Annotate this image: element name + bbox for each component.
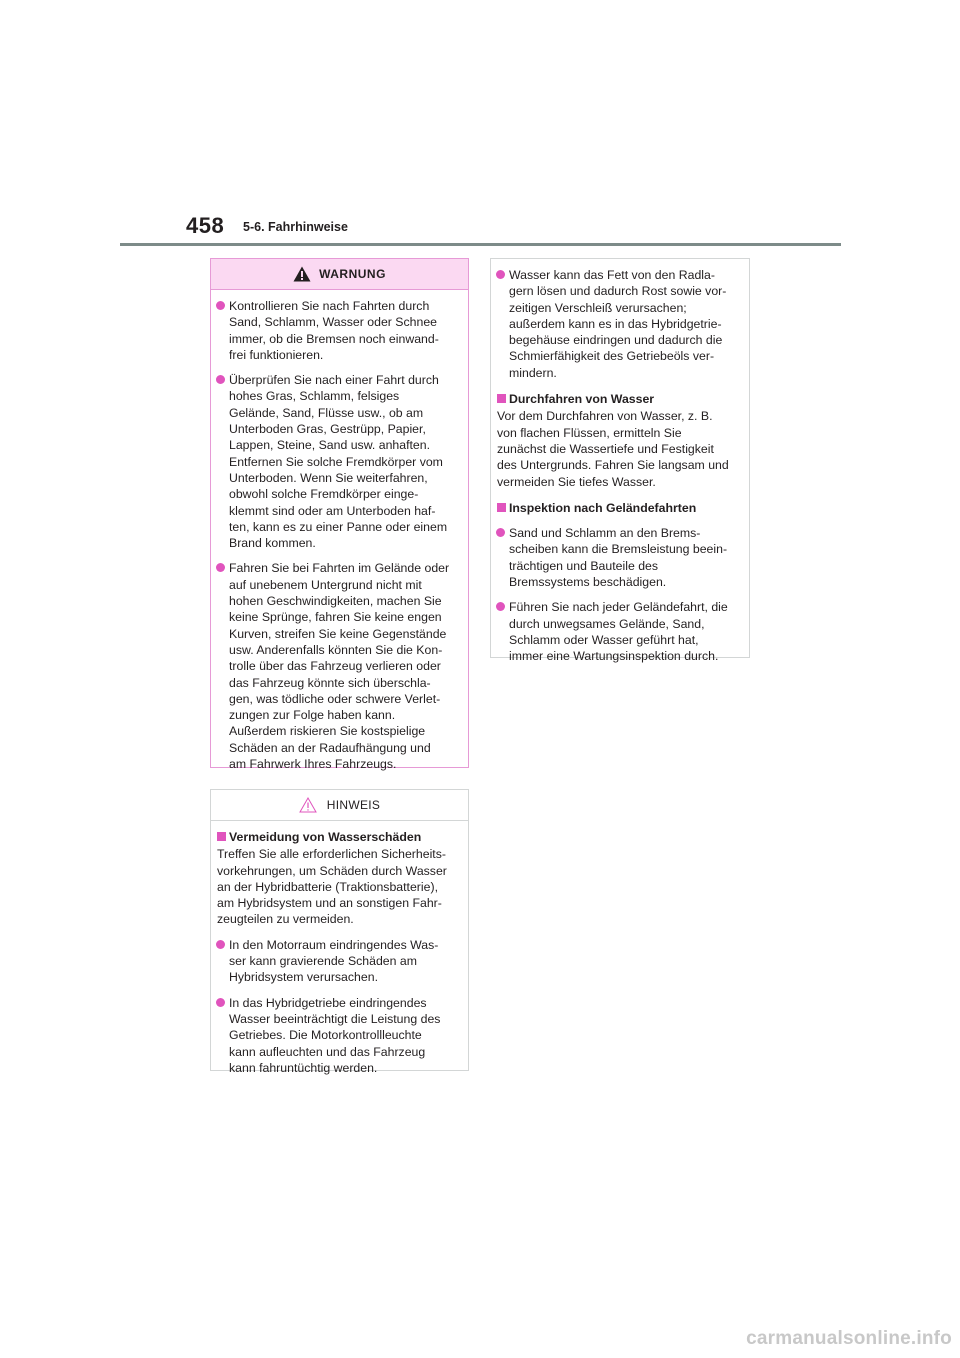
subheading: Vermeidung von Wasserschäden bbox=[217, 829, 462, 845]
bullet-icon bbox=[216, 940, 225, 949]
list-item: Kontrollieren Sie nach Fahrten durch Sand, Schlamm, Wasser oder Schnee immer, ob die Bremsen noch einwand- frei funktionieren. bbox=[217, 298, 462, 363]
watermark: carmanualsonline.info bbox=[746, 1328, 952, 1349]
bullet-icon bbox=[216, 301, 225, 310]
paragraph: Vor dem Durchfahren von Wasser, z. B. von flachen Flüssen, ermitteln Sie zunächst die Wassertiefe und Festigkeit des Untergrunds. Fahren Sie langsam und vermeiden Sie tiefes Wasser. bbox=[497, 409, 729, 489]
warning-triangle-outline-icon bbox=[299, 797, 317, 813]
bullet-icon bbox=[496, 602, 505, 611]
list-item: Fahren Sie bei Fahrten im Gelände oder auf unebenem Untergrund nicht mit hohen Geschwindigkeiten, machen Sie keine Sprünge, fahren Sie keine engen Kurven, streifen Sie keine Gegenstände usw. Anderenfalls könnten Sie die Kon- trolle über das Fahrzeug verlieren oder das Fahrzeug könnte sich überschla- gen, was tödliche oder schwere Verlet- zungen zur Folge haben kann. Außerdem riskieren Sie kostspielige Schäden an der Radaufhängung und am Fahrwerk Ihres Fahrzeugs. bbox=[217, 560, 462, 772]
bullet-icon bbox=[216, 375, 225, 384]
square-bullet-icon bbox=[497, 394, 506, 403]
continued-box bbox=[490, 258, 750, 664]
warning-box bbox=[210, 258, 469, 772]
header-rule bbox=[120, 243, 841, 246]
square-bullet-icon bbox=[217, 832, 226, 841]
section-title: 5-6. Fahrhinweise bbox=[243, 220, 348, 234]
list-item: In das Hybridgetriebe eindringendes Wasser beeinträchtigt die Leistung des Getriebes. Die Motorkontrollleuchte kann aufleuchten und das Fahrzeug kann fahruntüchtig werden. bbox=[217, 995, 462, 1076]
notice-box bbox=[210, 789, 469, 1075]
notice-header bbox=[211, 790, 468, 821]
bullet-icon bbox=[496, 528, 505, 537]
warning-title: WARNUNG bbox=[319, 267, 386, 281]
page-number: 458 bbox=[186, 213, 225, 238]
list-item: Wasser kann das Fett von den Radla- gern lösen und dadurch Rost sowie vor- zeitigen Verschleiß verursachen; außerdem kann es in das Hybridgetrie- begehäuse eindringen und dadurch die Schmierfähigkeit des Getriebeöls ver- mindern. bbox=[497, 267, 743, 381]
list-item: In den Motorraum eindringendes Was- ser kann gravierende Schäden am Hybridsystem verursachen. bbox=[217, 937, 462, 986]
list-item: Führen Sie nach jeder Geländefahrt, die durch unwegsames Gelände, Sand, Schlamm oder Wasser geführt hat, immer eine Wartungsinspektion durch. bbox=[497, 599, 743, 664]
warning-header bbox=[211, 259, 468, 290]
bullet-icon bbox=[216, 563, 225, 572]
square-bullet-icon bbox=[497, 503, 506, 512]
list-item: Sand und Schlamm an den Brems- scheiben kann die Bremsleistung beein- trächtigen und Bauteile des Bremssystems beschädigen. bbox=[497, 525, 743, 590]
notice-title: HINWEIS bbox=[326, 798, 381, 812]
subheading: Inspektion nach Geländefahrten bbox=[497, 500, 743, 516]
list-item: Überprüfen Sie nach einer Fahrt durch hohes Gras, Schlamm, felsiges Gelände, Sand, Flüsse usw., ob am Unterboden Gras, Gestrüpp, Papier, Lappen, Steine, Sand usw. anhaften. Entfernen Sie solche Fremdkörper vom Unterboden. Wenn Sie weiterfahren, obwohl solche Fremdkörper einge- klemmt sind oder am Unterboden haf- ten, kann es zu einer Panne oder einem Brand kommen. bbox=[217, 372, 462, 551]
subheading: Durchfahren von Wasser bbox=[497, 391, 743, 407]
bullet-icon bbox=[496, 270, 505, 279]
paragraph: Treffen Sie alle erforderlichen Sicherheits- vorkehrungen, um Schäden durch Wasser an der Hybridbatterie (Traktionsbatterie), am Hybridsystem und an sonstigen Fahr- zeugteilen zu vermeiden. bbox=[217, 847, 447, 927]
warning-triangle-icon bbox=[293, 266, 311, 282]
bullet-icon bbox=[216, 998, 225, 1007]
